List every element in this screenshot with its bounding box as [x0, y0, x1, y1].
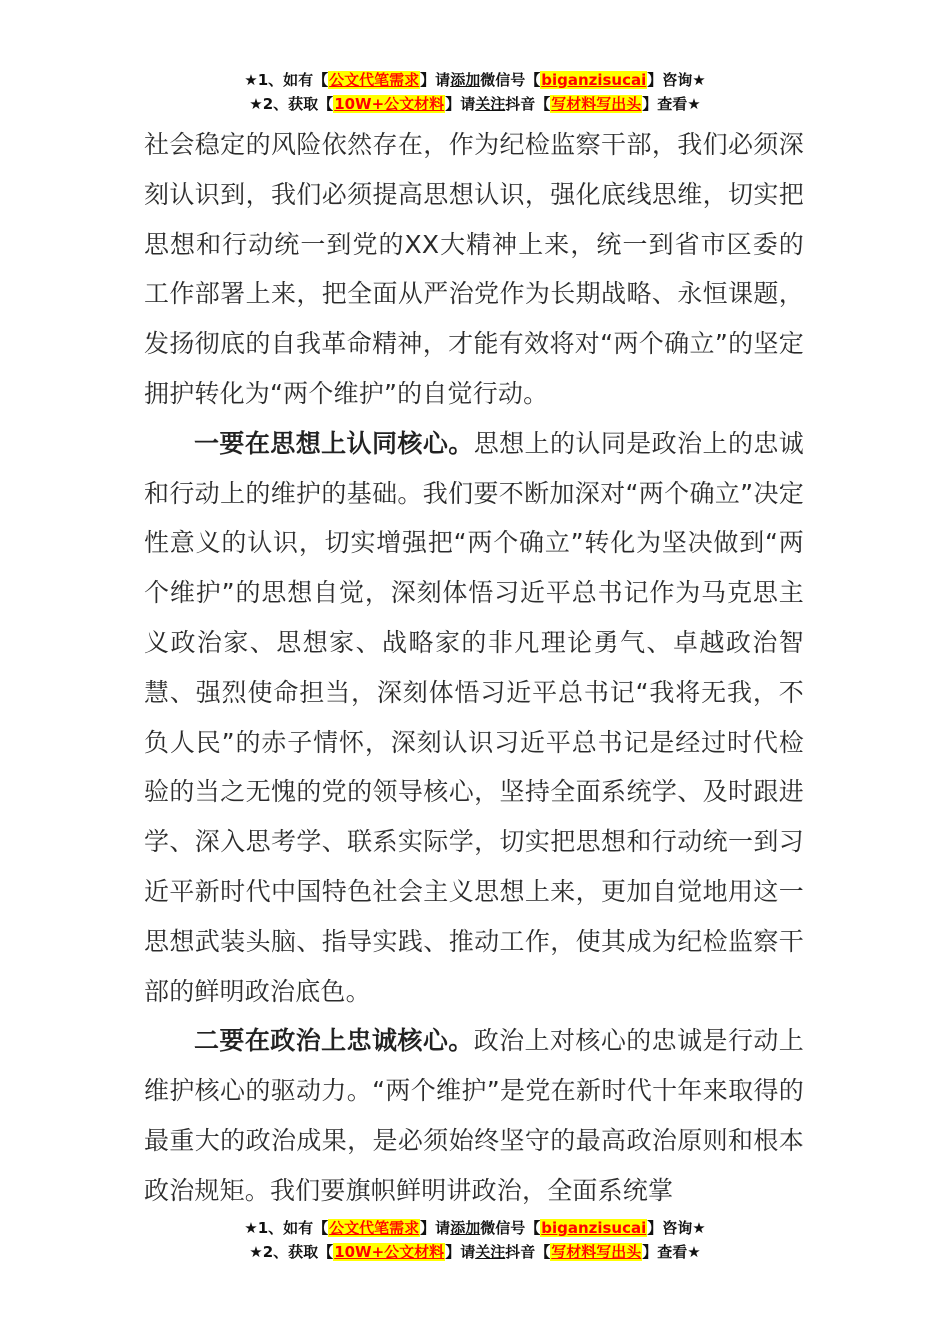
- banner-line-1: [0, 68, 950, 92]
- banner-text: 】查看★: [642, 95, 701, 113]
- banner-line-2: [0, 1240, 950, 1264]
- paragraph-2: [144, 419, 804, 1017]
- banner-text: 】咨询★: [647, 71, 706, 89]
- banner-text: 】咨询★: [647, 1219, 706, 1237]
- footer-banner: [0, 1216, 950, 1264]
- banner-highlight: 公文代笔需求: [329, 1219, 420, 1237]
- paragraph-3-heading: 二要在政治上忠诚核心。: [194, 1026, 474, 1056]
- banner-text: ★1、如有【: [244, 71, 329, 89]
- banner-emphasis: 添加: [450, 71, 481, 89]
- banner-text: 】请: [420, 71, 451, 89]
- banner-text: ★1、如有【: [244, 1219, 329, 1237]
- banner-highlight: 写材料写出头: [551, 1243, 642, 1261]
- paragraph-2-heading: 一要在思想上认同核心。: [194, 428, 474, 458]
- banner-line-1: [0, 1216, 950, 1240]
- banner-highlight: biganzisucai: [541, 71, 647, 89]
- banner-text: 】请: [420, 1219, 451, 1237]
- banner-emphasis: 添加: [450, 1219, 481, 1237]
- banner-text: 微信号【: [480, 1219, 541, 1237]
- banner-highlight: 10W+公文材料: [334, 95, 445, 113]
- banner-text: ★2、获取【: [249, 95, 334, 113]
- banner-emphasis: 关注: [475, 95, 506, 113]
- paragraph-1: 社会稳定的风险依然存在，作为纪检监察干部，我们必须深刻认识到，我们必须提高思想认识，强化底线思维，切实把思想和行动统一到党的XX大精神上来，统一到省市区委的工作部署上来，把全面从严治党作为长期战略、永恒课题，发扬彻底的自我革命精神，才能有效将对“两个确立”的坚定拥护转化为“两个维护”的自觉行动。: [144, 130, 804, 408]
- header-banner: [0, 68, 950, 116]
- banner-highlight: 写材料写出头: [551, 95, 642, 113]
- banner-line-2: [0, 92, 950, 116]
- banner-emphasis: 关注: [475, 1243, 506, 1261]
- banner-text: 抖音【: [505, 95, 551, 113]
- banner-text: 】请: [445, 1243, 476, 1261]
- banner-text: 微信号【: [480, 71, 541, 89]
- banner-highlight: biganzisucai: [541, 1219, 647, 1237]
- banner-text: 】查看★: [642, 1243, 701, 1261]
- banner-highlight: 公文代笔需求: [329, 71, 420, 89]
- paragraph-3-text: 政治上对核心的忠诚是行动上维护核心的驱动力。“两个维护”是党在新时代十年来取得的最重大的政治成果，是必须始终坚守的最高政治原则和根本政治规矩。我们要旗帜鲜明讲政治，全面系统掌: [144, 1026, 804, 1205]
- banner-text: 】请: [445, 95, 476, 113]
- banner-text: ★2、获取【: [249, 1243, 334, 1261]
- banner-highlight: 10W+公文材料: [334, 1243, 445, 1261]
- document-body: [144, 120, 804, 1216]
- paragraph-3: [144, 1016, 804, 1215]
- paragraph-2-text: 思想上的认同是政治上的忠诚和行动上的维护的基础。我们要不断加深对“两个确立”决定性意义的认识，切实增强把“两个确立”转化为坚决做到“两个维护”的思想自觉，深刻体悟习近平总书记作为马克思主义政治家、思想家、战略家的非凡理论勇气、卓越政治智慧、强烈使命担当，深刻体悟习近平总书记“我将无我，不负人民”的赤子情怀，深刻认识习近平总书记是经过时代检验的当之无愧的党的领导核心，坚持全面系统学、及时跟进学、深入思考学、联系实际学，切实把思想和行动统一到习近平新时代中国特色社会主义思想上来，更加自觉地用这一思想武装头脑、指导实践、推动工作，使其成为纪检监察干部的鲜明政治底色。: [144, 428, 804, 1006]
- banner-text: 抖音【: [505, 1243, 551, 1261]
